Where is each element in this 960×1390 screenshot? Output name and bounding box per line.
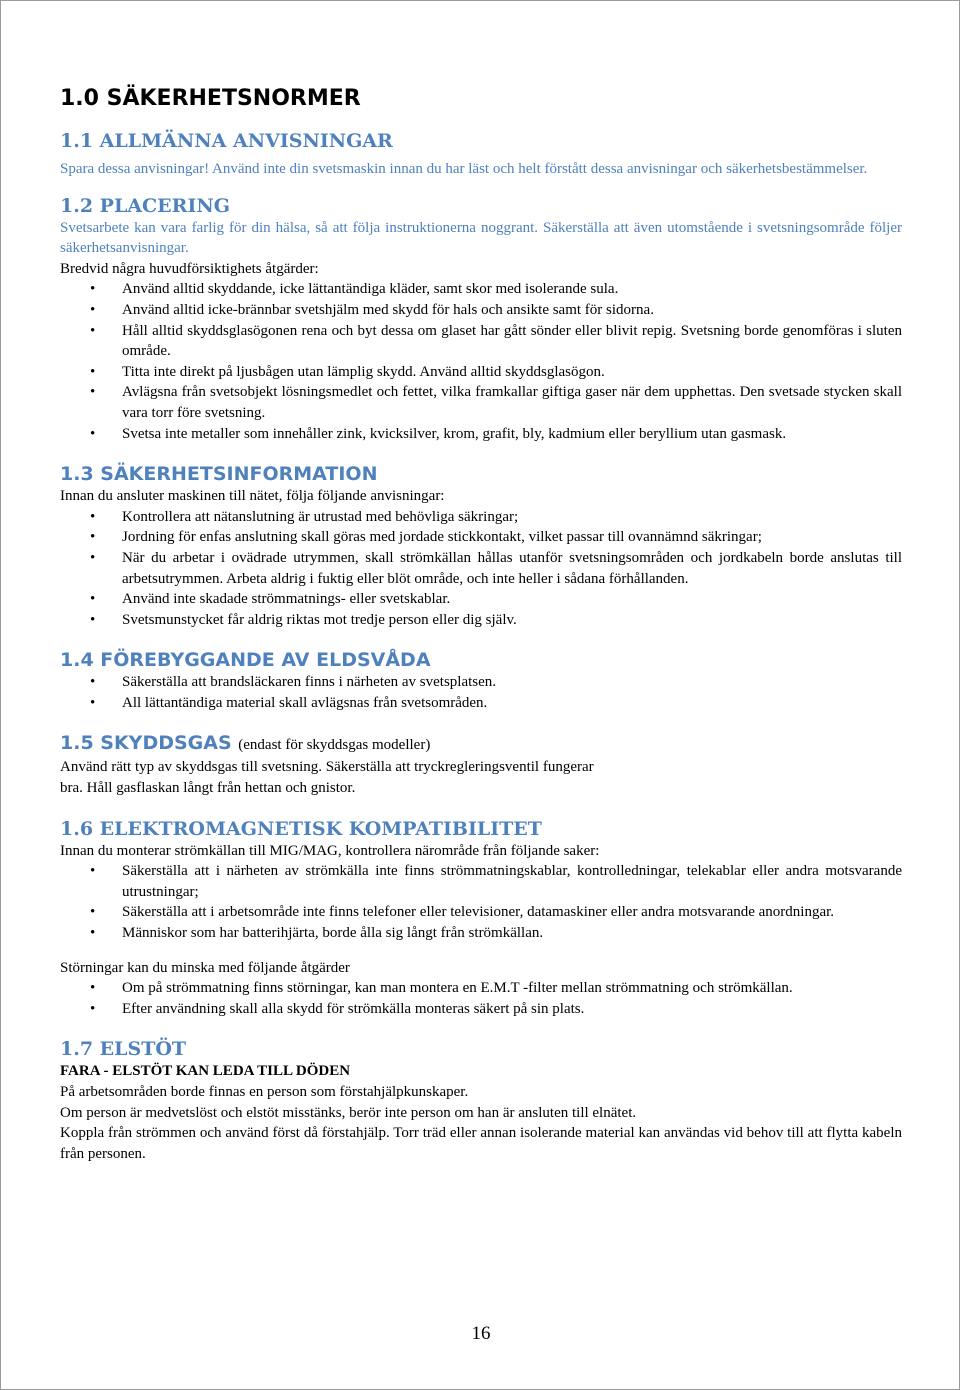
placement-list xyxy=(60,279,902,444)
list-item: • Säkerställa att brandsläckaren finns i närheten av svetsplatsen. xyxy=(60,672,902,693)
section-safety-info xyxy=(60,462,902,630)
heading-safety-info: 1.3 SÄKERHETSINFORMATION xyxy=(60,463,378,486)
list-item: • Jordning för enfas anslutning skall göras med jordade stickkontakt, vilket passar till ovannämnd säkringar; xyxy=(60,527,902,548)
list-item: • Håll alltid skyddsglasögonen rena och byt dessa om glaset har gått sönder eller blivit repig. Svetsning borde genomföras i sluten område. xyxy=(60,321,902,362)
page-content xyxy=(60,85,902,1164)
list-item: • All lättantändiga material skall avlägsnas från svetsområden. xyxy=(60,693,902,714)
list-item: • När du arbetar i ovädrade utrymmen, skall strömkällan hållas utanför svetsningsområden och jordkabeln borde anslutas till arbetsutrymmen. Arbeta aldrig i fuktig eller blöt område, och inte heller i sådana förhållanden. xyxy=(60,548,902,589)
emc-intro-2: Störningar kan du minska med följande åtgärder xyxy=(60,959,350,976)
spacer xyxy=(60,944,902,958)
list-item: • Titta inte direkt på ljusbågen utan lämplig skydd. Använd alltid skyddsglasögon. xyxy=(60,362,902,383)
list-item: • Avlägsna från svetsobjekt lösningsmedlet och fettet, vilka framkallar giftiga gaser när dem upphettas. Den svetsade stycken skall vara torr före svetsning. xyxy=(60,382,902,423)
general-text: Spara dessa anvisningar! Använd inte din svetsmaskin innan du har läst och helt förstått dessa anvisningar och säkerhetsbestämmelser. xyxy=(60,161,868,177)
heading-emc: 1.6 ELEKTROMAGNETISK KOMPATIBILITET xyxy=(60,817,542,840)
list-item: • Människor som har batterihjärta, borde ålla sig långt från strömkällan. xyxy=(60,923,902,944)
list-item: • Använd inte skadade strömmatnings- eller svetskablar. xyxy=(60,589,902,610)
list-item: • Säkerställa att i närheten av strömkälla inte finns strömmatningskablar, kontrolledningar, telekablar eller andra motsvarande utrustningar; xyxy=(60,861,902,902)
placement-intro: Bredvid några huvudförsiktighets åtgärder: xyxy=(60,260,319,277)
fire-prevention-list xyxy=(60,672,902,713)
emc-list xyxy=(60,861,902,943)
list-item: • Kontrollera att nätanslutning är utrustad med behövliga säkringar; xyxy=(60,507,902,528)
heading-electric-shock: 1.7 ELSTÖT xyxy=(60,1038,187,1061)
emc-intro: Innan du monterar strömkällan till MIG/MAG, kontrollera närområde från följande saker: xyxy=(60,842,600,859)
electric-shock-warning: FARA - ELSTÖT KAN LEDA TILL DÖDEN xyxy=(60,1063,351,1080)
heading-placement: 1.2 PLACERING xyxy=(60,194,230,217)
section-electric-shock xyxy=(60,1037,902,1164)
section-emc xyxy=(60,817,902,1020)
list-item: • Säkerställa att i arbetsområde inte finns telefoner eller televisioner, datamaskiner eller andra motsvarande anordningar. xyxy=(60,902,902,923)
page-title: 1.0 SÄKERHETSNORMER xyxy=(60,86,361,111)
heading-fire-prevention: 1.4 FÖREBYGGANDE AV ELDSVÅDA xyxy=(60,649,431,672)
shielding-gas-line-1: Använd rätt typ av skyddsgas till svetsning. Säkerställa att tryckregleringsventil fungerar xyxy=(60,759,594,776)
heading-shielding-gas-note: (endast för skyddsgas modeller) xyxy=(238,737,431,754)
electric-shock-line: Om person är medvetslöst och elstöt misstänks, berör inte person om han är ansluten till elnätet. xyxy=(60,1104,637,1121)
safety-info-list xyxy=(60,507,902,631)
list-item: • Använd alltid icke-brännbar svetshjälm med skydd för hals och ansikte samt för sidorna. xyxy=(60,300,902,321)
electric-shock-line: På arbetsområden borde finnas en person som förstahjälpkunskaper. xyxy=(60,1084,469,1100)
list-item: • Använd alltid skyddande, icke lättantändiga kläder, samt skor med isolerande sula. xyxy=(60,279,902,300)
list-item: • Om på strömmatning finns störningar, kan man montera en E.M.T -filter mellan strömmatning och strömkällan. xyxy=(60,978,902,999)
list-item: • Svetsa inte metaller som innehåller zink, kvicksilver, krom, grafit, bly, kadmium eller beryllium utan gasmask. xyxy=(60,424,902,445)
emc-list-2 xyxy=(60,978,902,1019)
heading-shielding-gas xyxy=(60,731,902,757)
section-shielding-gas xyxy=(60,731,902,798)
safety-info-intro: Innan du ansluter maskinen till nätet, följa följande anvisningar: xyxy=(60,488,445,505)
section-fire-prevention xyxy=(60,648,902,713)
list-item: • Efter användning skall alla skydd för strömkälla monteras säkert på sin plats. xyxy=(60,999,902,1020)
section-general xyxy=(60,129,902,180)
section-placement xyxy=(60,194,902,445)
shielding-gas-line-2: bra. Håll gasflaskan långt från hettan och gnistor. xyxy=(60,780,356,797)
placement-text: Svetsarbete kan vara farlig för din hälsa, så att följa instruktionerna noggrant. Säkerställa att även utomstående i svetsningsområde följer säkerhetsanvisningar. xyxy=(60,219,902,257)
heading-shielding-gas-text: 1.5 SKYDDSGAS xyxy=(60,732,232,755)
electric-shock-line: Koppla från strömmen och använd först då förstahjälp. Torr träd eller annan isolerande material kan användas vid behov till att flytta kabeln från personen. xyxy=(60,1125,902,1162)
heading-general: 1.1 ALLMÄNNA ANVISNINGAR xyxy=(60,130,393,152)
list-item: • Svetsmunstycket får aldrig riktas mot tredje person eller dig själv. xyxy=(60,610,902,631)
page-number: 16 xyxy=(471,1323,491,1344)
